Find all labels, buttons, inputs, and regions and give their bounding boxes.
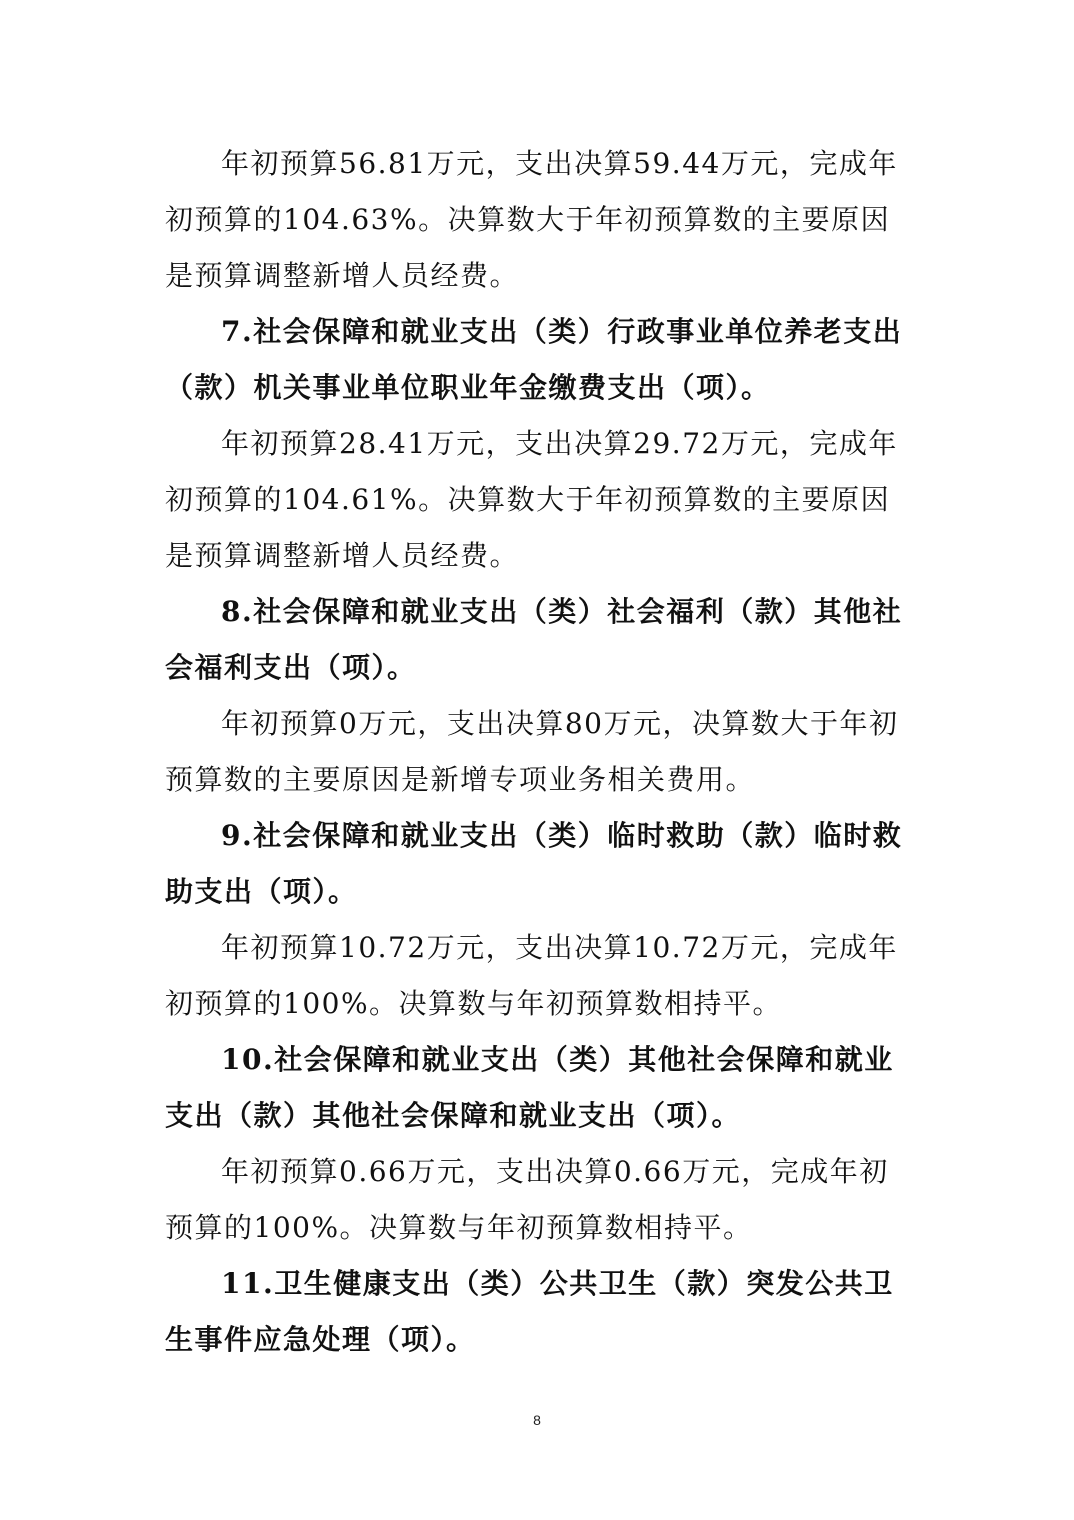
paragraph-budget-7: 年初预算28.41万元，支出决算29.72万元，完成年初预算的104.61%。决算数大于年初预算数的主要原因是预算调整新增人员经费。 [165, 427, 898, 572]
heading-item-10: 10.社会保障和就业支出（类）其他社会保障和就业支出（款）其他社会保障和就业支出（项）。 [165, 1043, 894, 1132]
paragraph-budget-6: 年初预算56.81万元，支出决算59.44万元，完成年初预算的104.63%。决算数大于年初预算数的主要原因是预算调整新增人员经费。 [165, 147, 898, 292]
heading-item-7: 7.社会保障和就业支出（类）行政事业单位养老支出（款）机关事业单位职业年金缴费支出（项）。 [165, 315, 903, 404]
paragraph-budget-9: 年初预算10.72万元，支出决算10.72万元，完成年初预算的100%。决算数与年初预算数相持平。 [165, 931, 898, 1020]
heading-item-11: 11.卫生健康支出（类）公共卫生（款）突发公共卫生事件应急处理（项）。 [165, 1267, 894, 1356]
page-number: 8 [533, 1412, 541, 1428]
document-body [165, 136, 915, 1368]
paragraph-budget-10: 年初预算0.66万元，支出决算0.66万元，完成年初预算的100%。决算数与年初预算数相持平。 [165, 1155, 889, 1244]
paragraph-budget-8: 年初预算0万元，支出决算80万元，决算数大于年初预算数的主要原因是新增专项业务相关费用。 [165, 707, 899, 796]
heading-item-9: 9.社会保障和就业支出（类）临时救助（款）临时救助支出（项）。 [165, 819, 903, 908]
heading-item-8: 8.社会保障和就业支出（类）社会福利（款）其他社会福利支出（项）。 [165, 595, 903, 684]
